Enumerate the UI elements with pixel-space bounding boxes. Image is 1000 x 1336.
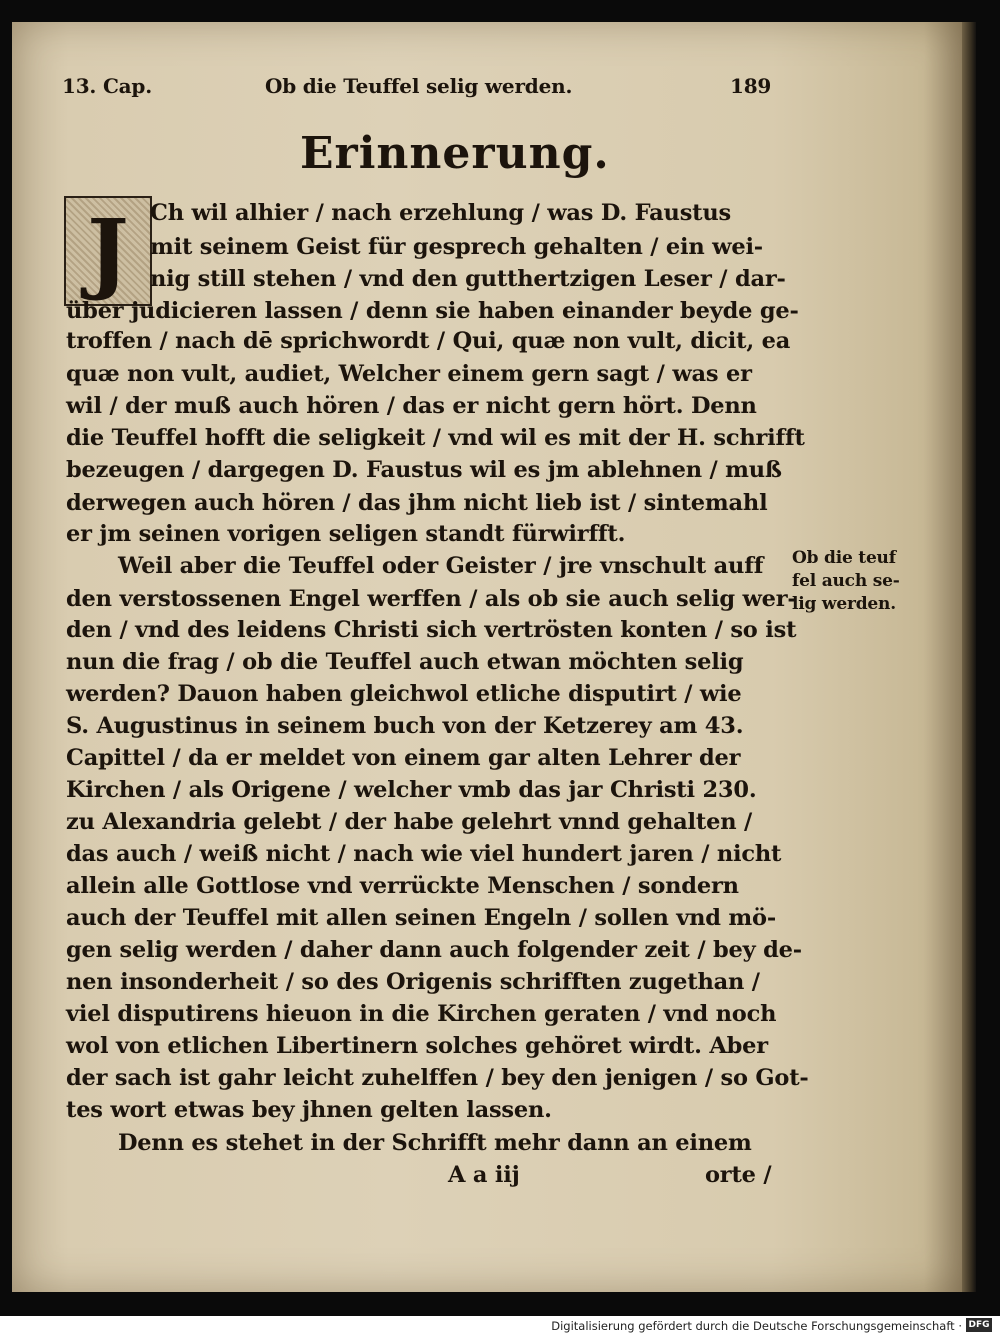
body-line: Weil aber die Teuffel oder Geister / jre vnschult auff — [118, 553, 764, 579]
body-line: den / vnd des leidens Christi sich vertrösten konten / so ist — [66, 617, 797, 643]
chapter-label: 13. Cap. — [62, 74, 152, 98]
digitization-credit: Digitalisierung gefördert durch die Deutsche Forschungsgemeinschaft · — [551, 1319, 962, 1333]
body-line: das auch / weiß nicht / nach wie viel hundert jaren / nicht — [66, 841, 782, 867]
body-line: derwegen auch hören / das jhm nicht lieb ist / sintemahl — [66, 490, 768, 516]
body-line: zu Alexandria gelebt / der habe gelehrt vnnd gehalten / — [66, 809, 753, 835]
body-line: den verstossenen Engel werffen / als ob sie auch selig wer- — [66, 586, 797, 612]
marginal-note-line: lig werden. — [792, 594, 896, 614]
body-line: nun die frag / ob die Teuffel auch etwan möchten selig — [66, 649, 744, 675]
body-line: über judicieren lassen / denn sie haben einander beyde ge- — [66, 298, 799, 324]
body-line: Ch wil alhier / nach erzehlung / was D. Faustus — [150, 200, 732, 226]
running-title: Ob die Teuffel selig werden. — [265, 74, 573, 98]
body-line: Denn es stehet in der Schrifft mehr dann an einem — [118, 1130, 752, 1156]
body-line: allein alle Gottlose vnd verrückte Menschen / sondern — [66, 873, 739, 899]
body-line: tes wort etwas bey jhnen gelten lassen. — [66, 1097, 552, 1123]
body-line: der sach ist gahr leicht zuhelffen / bey den jenigen / so Got- — [66, 1065, 809, 1091]
body-line: er jm seinen vorigen seligen standt fürwirfft. — [66, 521, 626, 547]
body-line: gen selig werden / daher dann auch folgender zeit / bey de- — [66, 937, 802, 963]
body-line: wol von etlichen Libertinern solches gehöret wirdt. Aber — [66, 1033, 768, 1059]
body-line: S. Augustinus in seinem buch von der Ketzerey am 43. — [66, 713, 744, 739]
catchword: orte / — [705, 1162, 772, 1188]
decorated-initial: J — [64, 196, 152, 306]
signature-mark: A a iij — [448, 1162, 520, 1188]
body-line: wil / der muß auch hören / das er nicht gern hört. Denn — [66, 393, 757, 419]
section-title: Erinnerung. — [300, 128, 610, 179]
body-line: die Teuffel hofft die seligkeit / vnd wil es mit der H. schrifft — [66, 425, 805, 451]
body-line: mit seinem Geist für gesprech gehalten / ein wei- — [150, 234, 763, 260]
page-edge — [962, 22, 976, 1292]
body-line: Capittel / da er meldet von einem gar alten Lehrer der — [66, 745, 741, 771]
body-line: nig still stehen / vnd den gutthertzigen Leser / dar- — [150, 266, 786, 292]
body-line: viel disputirens hieuon in die Kirchen geraten / vnd noch — [66, 1001, 777, 1027]
body-line: werden? Dauon haben gleichwol etliche disputirt / wie — [66, 681, 742, 707]
body-line: auch der Teuffel mit allen seinen Engeln / sollen vnd mö- — [66, 905, 776, 931]
body-line: bezeugen / dargegen D. Faustus wil es jm ablehnen / muß — [66, 457, 782, 483]
body-line: nen insonderheit / so des Origenis schrifften zugethan / — [66, 969, 760, 995]
body-line: troffen / nach dē sprichwordt / Qui, quæ non vult, dicit, ea — [66, 328, 791, 354]
body-line: quæ non vult, audiet, Welcher einem gern sagt / was er — [66, 361, 752, 387]
page-number: 189 — [730, 74, 772, 98]
marginal-note-line: Ob die teuf — [792, 548, 896, 568]
marginal-note-line: fel auch se- — [792, 571, 900, 591]
dfg-logo: DFG — [966, 1318, 992, 1332]
body-line: Kirchen / als Origene / welcher vmb das jar Christi 230. — [66, 777, 757, 803]
